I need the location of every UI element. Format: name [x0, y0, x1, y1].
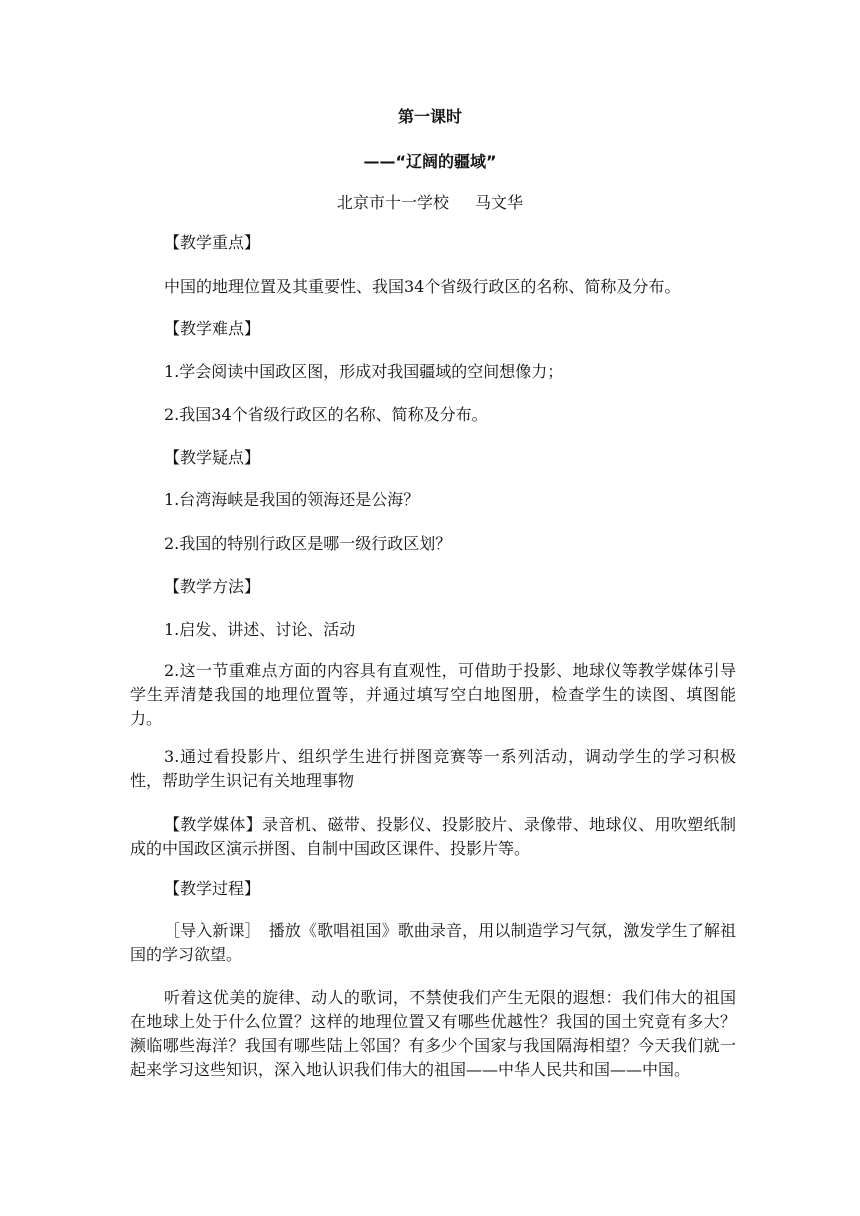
- difficulty-item-2: 2.我国34个省级行政区的名称、简称及分布。: [164, 405, 488, 424]
- method-item-2: 2.这一节重难点方面的内容具有直观性，可借助于投影、地球仪等教学媒体引导学生弄清楚我国的地理位置等，并通过填写空白地图册，检查学生的读图、填图能力。: [130, 661, 736, 728]
- focus-text: 中国的地理位置及其重要性、我国34个省级行政区的名称、简称及分布。: [164, 277, 681, 296]
- lesson-title: 第一课时: [397, 107, 462, 126]
- doubt-heading: 【教学疑点】: [164, 448, 261, 467]
- doubt-item-2: 2.我国的特别行政区是哪一级行政区划？: [164, 534, 452, 553]
- lesson-subtitle: ——“辽阔的疆域”: [363, 152, 497, 171]
- intro-paragraph: ［导入新课］ 播放《歌唱祖国》歌曲录音，用以制造学习气氛，激发学生了解祖国的学习欲望。: [130, 921, 736, 964]
- method-item-3: 3.通过看投影片、组织学生进行拼图竞赛等一系列活动，调动学生的学习积极性，帮助学生识记有关地理事物: [130, 747, 736, 790]
- process-heading: 【教学过程】: [164, 879, 261, 898]
- school-name: 北京市十一学校: [336, 193, 449, 212]
- difficulty-item-1: 1.学会阅读中国政区图，形成对我国疆域的空间想像力；: [164, 362, 564, 381]
- author-name: 马文华: [475, 193, 524, 212]
- method-item-1: 1.启发、讲述、讨论、活动: [164, 620, 356, 639]
- listen-paragraph: 听着这优美的旋律、动人的歌词，不禁使我们产生无限的遐想：我们伟大的祖国在地球上处于什么位置？这样的地理位置又有哪些优越性？我国的国土究竟有多大？濒临哪些海洋？我国有哪些陆上邻国？有多少个国家与我国隔海相望？今天我们就一起来学习这些知识，深入地认识我们伟大的祖国——中华人民共和国——中国。: [130, 988, 736, 1079]
- author-line: [0, 190, 860, 213]
- focus-heading: 【教学重点】: [164, 233, 261, 252]
- media-paragraph: 【教学媒体】录音机、磁带、投影仪、投影胶片、录像带、地球仪、用吹塑纸制成的中国政区演示拼图、自制中国政区课件、投影片等。: [130, 815, 736, 858]
- doubt-item-1: 1.台湾海峡是我国的领海还是公海？: [164, 490, 420, 509]
- difficulty-heading: 【教学难点】: [164, 319, 261, 338]
- method-heading: 【教学方法】: [164, 577, 261, 596]
